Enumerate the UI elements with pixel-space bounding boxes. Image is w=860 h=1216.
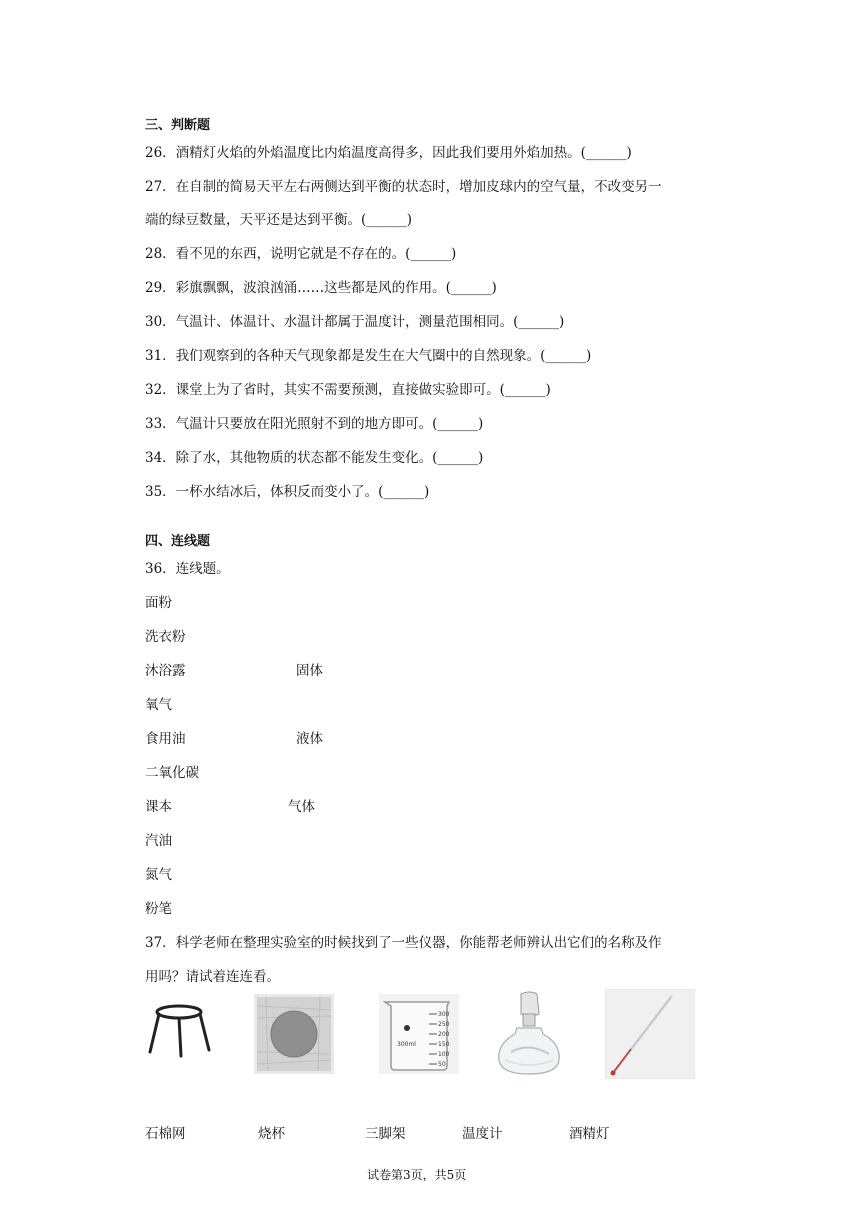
section-heading-matching: 四、连线题: [145, 534, 211, 549]
section-heading-judgment: 三、判断题: [145, 118, 211, 133]
beaker-mark: 300: [438, 1011, 450, 1018]
beaker-volume-label: 300ml: [397, 1041, 416, 1048]
beaker-mark: 250: [438, 1021, 450, 1028]
question-32: 32．课堂上为了省时，其实不需要预测，直接做实验即可。(______): [145, 382, 551, 398]
matching-left-item: 粉笔: [145, 901, 172, 917]
matching-left-item: 课本: [145, 799, 172, 815]
question-37-line2: 用吗？请试着连连看。: [145, 969, 280, 985]
matching-right-liquid: 液体: [296, 731, 323, 747]
question-30: 30．气温计、体温计、水温计都属于温度计，测量范围相同。(______): [145, 314, 565, 330]
beaker-mark: 200: [438, 1031, 450, 1038]
page-footer: 试卷第3页，共5页: [367, 1168, 467, 1182]
asbestos-gauze-image: [254, 994, 334, 1074]
matching-left-item: 沐浴露: [145, 663, 186, 679]
beaker-mark: 100: [438, 1051, 450, 1058]
matching-left-item: 氮气: [145, 867, 172, 883]
matching-left-item: 氧气: [145, 697, 172, 713]
beaker-mark: 50: [438, 1061, 446, 1068]
beaker-mark: 150: [438, 1041, 450, 1048]
instrument-label-tripod: 三脚架: [365, 1126, 406, 1142]
thermometer-image: [605, 989, 695, 1079]
matching-left-item: 面粉: [145, 595, 172, 611]
matching-left-item: 洗衣粉: [145, 629, 186, 645]
question-29: 29．彩旗飘飘，波浪汹涌……这些都是风的作用。(______): [145, 280, 497, 296]
matching-left-item: 汽油: [145, 833, 172, 849]
matching-right-gas: 气体: [288, 799, 315, 815]
instrument-label-alcohol-lamp: 酒精灯: [569, 1126, 610, 1142]
matching-left-item: 二氧化碳: [145, 765, 199, 781]
question-37-line1: 37．科学老师在整理实验室的时候找到了一些仪器，你能帮老师辨认出它们的名称及作: [145, 935, 662, 951]
question-28: 28．看不见的东西，说明它就是不存在的。(______): [145, 246, 457, 262]
beaker-image: [379, 994, 459, 1074]
question-26: 26．酒精灯火焰的外焰温度比内焰温度高得多，因此我们要用外焰加热。(______): [145, 145, 632, 161]
alcohol-lamp-image: [495, 990, 565, 1078]
matching-left-item: 食用油: [145, 731, 186, 747]
instrument-label-asbestos-gauze: 石棉网: [145, 1126, 186, 1142]
matching-right-solid: 固体: [296, 663, 323, 679]
question-27-line1: 27．在自制的简易天平左右两侧达到平衡的状态时，增加皮球内的空气量，不改变另一: [145, 179, 662, 195]
question-34: 34．除了水，其他物质的状态都不能发生变化。(______): [145, 450, 484, 466]
question-36-stem: 36．连线题。: [145, 561, 230, 577]
tripod-stand-image: [145, 1000, 215, 1060]
instrument-label-thermometer: 温度计: [462, 1126, 503, 1142]
question-27-line2: 端的绿豆数量，天平还是达到平衡。(______): [145, 212, 413, 228]
question-33: 33．气温计只要放在阳光照射不到的地方即可。(______): [145, 416, 484, 432]
question-35: 35．一杯水结冰后，体积反而变小了。(______): [145, 484, 430, 500]
instrument-label-beaker: 烧杯: [258, 1126, 285, 1142]
question-31: 31．我们观察到的各种天气现象都是发生在大气圈中的自然现象。(______): [145, 348, 592, 364]
